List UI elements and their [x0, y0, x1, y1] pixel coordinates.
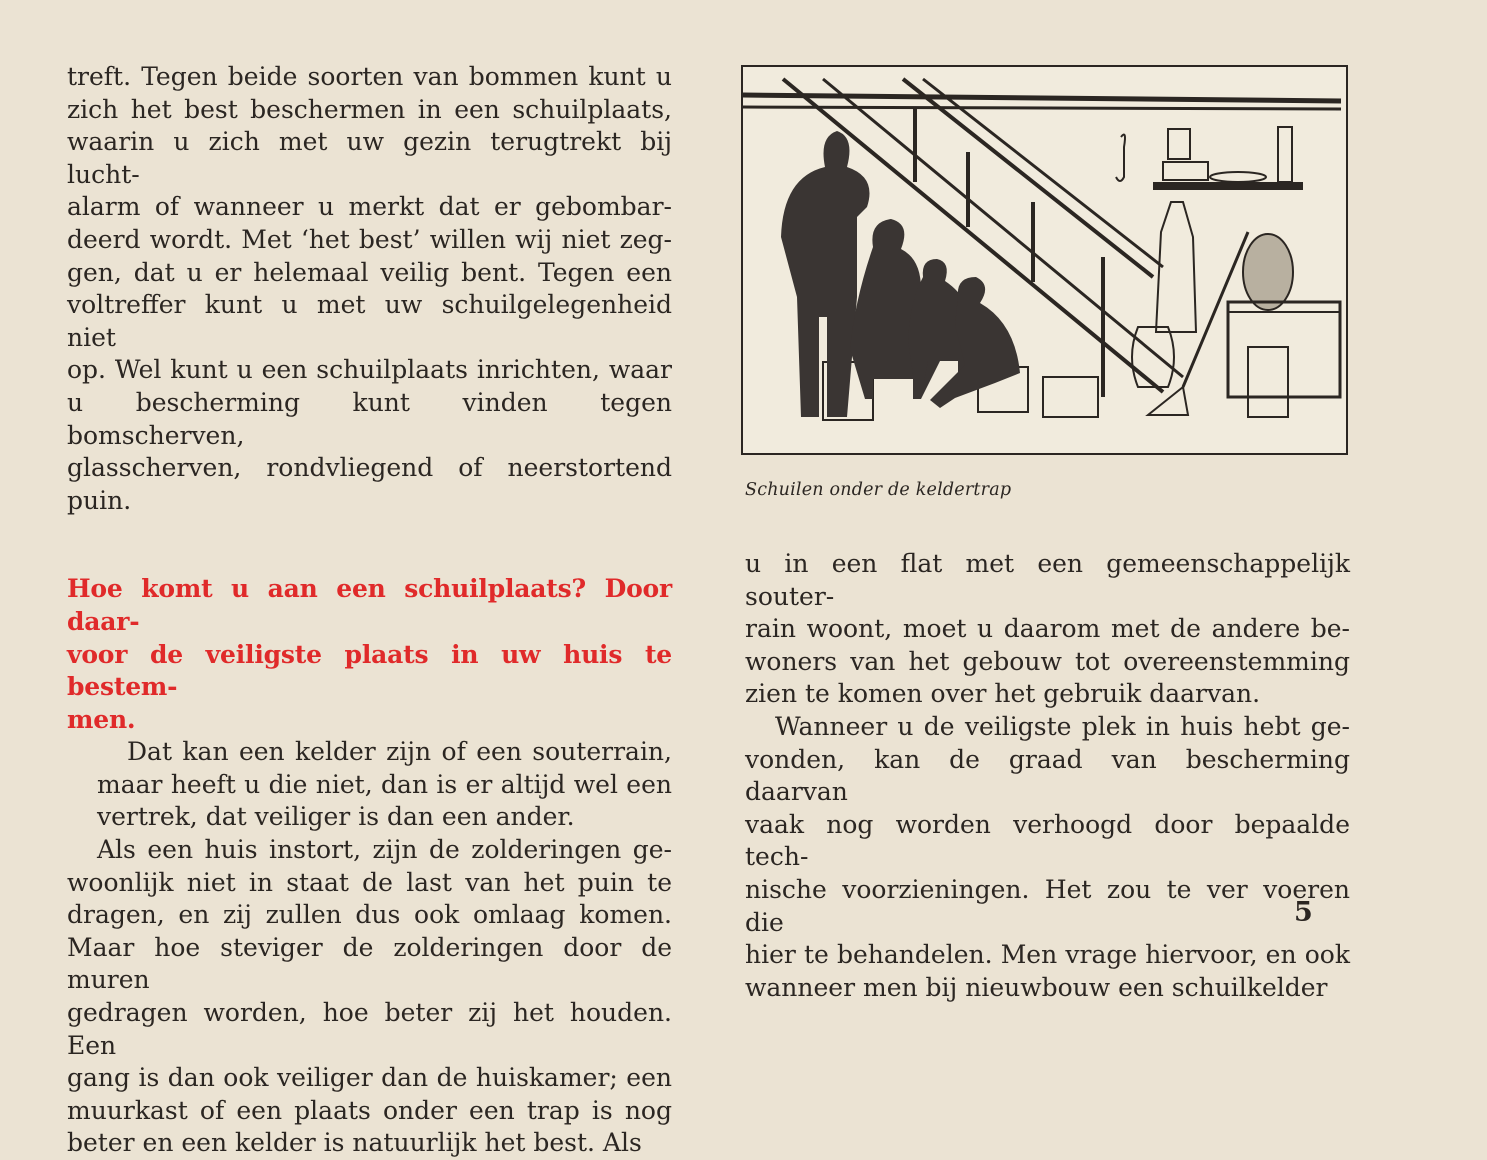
text-line: op. Wel kunt u een schuilplaats inrichten, waar [67, 355, 672, 385]
text-line: beter en een kelder is natuurlijk het best. Als [67, 1128, 642, 1158]
text-line: deerd wordt. Met ‘het best’ willen wij niet zeg- [67, 224, 672, 254]
text-line: Dat kan een kelder zijn of een souterrain, [127, 737, 672, 767]
text-line: maar heeft u die niet, dan is er altijd wel een [97, 769, 672, 799]
left-column [67, 61, 672, 1160]
text-line: waarin u zich met uw gezin terugtrekt bij lucht- [67, 127, 672, 189]
text-line: woners van het gebouw tot overeenstemming [745, 646, 1350, 676]
text-line: treft. Tegen beide soorten van bommen kunt u [67, 62, 672, 91]
text-line: voor de veiligste plaats in uw huis te bestem- [67, 639, 672, 702]
section-heading [67, 573, 672, 736]
text-line: rain woont, moet u daarom met de andere be- [745, 614, 1350, 644]
text-line: vertrek, dat veiliger is dan een ander. [97, 802, 575, 832]
text-line: u in een flat met een gemeenschappelijk souter- [745, 549, 1350, 611]
text-line: gen, dat u er helemaal veilig bent. Tegen een [67, 257, 672, 287]
text-line: woonlijk niet in staat de last van het puin te [67, 867, 672, 897]
text-line: Hoe komt u aan een schuilplaats? Door daar- [67, 574, 672, 636]
text-line: men. [67, 704, 136, 734]
text-line: Wanneer u de veiligste plek in huis hebt ge- [775, 711, 1350, 741]
text-line: muurkast of een plaats onder een trap is nog [67, 1095, 672, 1125]
paragraph-5 [745, 711, 1350, 1004]
text-line: vaak nog worden verhoogd door bepaalde tech- [745, 809, 1350, 872]
text-line: glasscherven, rondvliegend of neerstortend puin. [67, 453, 672, 515]
paragraph-2 [67, 736, 672, 834]
text-line: gedragen worden, hoe beter zij het houden. Een [67, 998, 672, 1060]
text-line: dragen, en zij zullen dus ook omlaag komen. [67, 900, 672, 930]
basement-stair-illustration [741, 65, 1348, 455]
paragraph-3 [67, 834, 672, 1160]
text-line: alarm of wanneer u merkt dat er gebombar- [67, 192, 672, 222]
paragraph-1 [67, 61, 672, 517]
text-line: u bescherming kunt vinden tegen bomscherven, [67, 387, 672, 450]
text-line: zich het best beschermen in een schuilplaats, [67, 94, 672, 124]
text-line: nische voorzieningen. Het zou te ver voeren die [745, 874, 1350, 937]
paragraph-4 [745, 548, 1350, 711]
text-line: vonden, kan de graad van bescherming daarvan [745, 744, 1350, 807]
text-line: zien te komen over het gebruik daarvan. [745, 679, 1261, 709]
page-number: 5 [1294, 897, 1313, 928]
right-column [745, 548, 1350, 1004]
text-line: Maar hoe steviger de zolderingen door de muren [67, 932, 672, 995]
text-line: Als een huis instort, zijn de zolderingen ge- [97, 835, 672, 865]
text-line: hier te behandelen. Men vrage hiervoor, en ook [745, 940, 1350, 970]
text-line: wanneer men bij nieuwbouw een schuilkelder [745, 972, 1328, 1002]
text-line: voltreffer kunt u met uw schuilgelegenheid niet [67, 290, 672, 352]
text-line: gang is dan ook veiliger dan de huiskamer; een [67, 1063, 672, 1093]
figure-caption: Schuilen onder de keldertrap [745, 480, 1012, 500]
